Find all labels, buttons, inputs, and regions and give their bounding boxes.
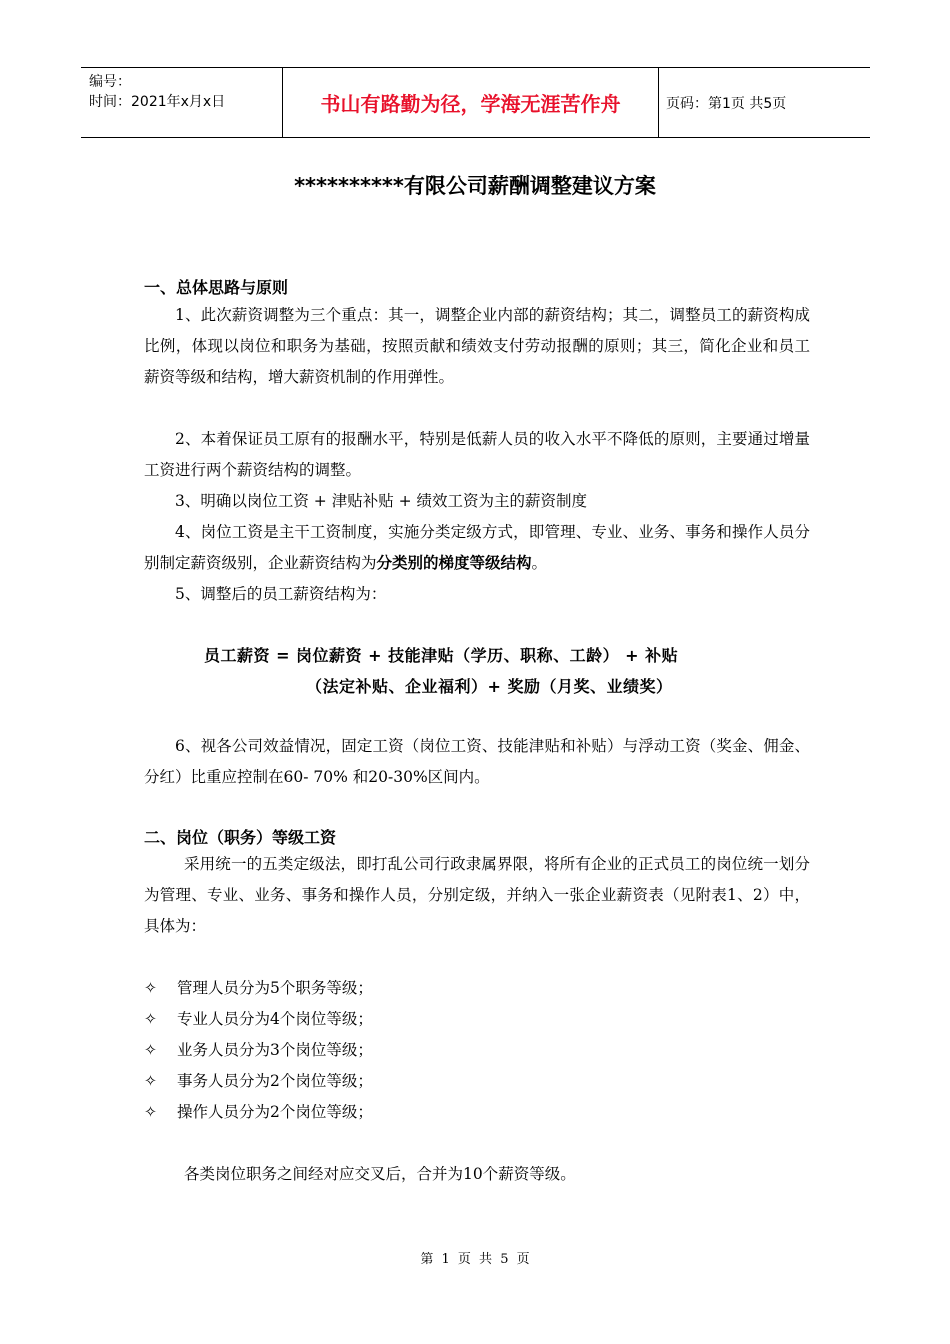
paragraph: 1、此次薪资调整为三个重点：其一，调整企业内部的薪资结构；其二，调整员工的薪资构成比例，体现以岗位和职务为基础，按照贡献和绩效支付劳动报酬的原则；其三，简化企业和员工薪资等级和结构，增大薪资机制的作用弹性。: [144, 306, 810, 386]
list-item-text: 管理人员分为5个职务等级；: [177, 979, 373, 997]
header-divider: [658, 68, 659, 137]
header-divider: [282, 68, 283, 137]
header-motto: 书山有路勤为径，学海无涯苦作舟: [320, 92, 621, 116]
paragraph-text: 4、岗位工资是主干工资制度，实施分类定级方式，即管理、专业、业务、事务和操作人员分别制定薪资级别，企业薪资结构为: [144, 523, 810, 572]
list-item-text: 专业人员分为4个岗位等级；: [177, 1010, 373, 1028]
list-item: [144, 976, 373, 998]
salary-formula-line-2: （法定补贴、企业福利）+ 奖励（月奖、业绩奖）: [306, 677, 673, 696]
bullet-icon: ✧: [144, 1010, 157, 1028]
bullet-icon: ✧: [144, 1041, 157, 1059]
doc-time-label: 时间：2021年x月x日: [89, 94, 226, 110]
header-page-info: 页码：第1页 共5页: [666, 95, 787, 112]
list-item: [144, 1007, 373, 1029]
list-item: [144, 1069, 373, 1091]
paragraph: 5、调整后的员工薪资结构为：: [175, 585, 387, 603]
paragraph: 3、明确以岗位工资 + 津贴补贴 + 绩效工资为主的薪资制度: [175, 492, 588, 510]
paragraph: 2、本着保证员工原有的报酬水平，特别是低薪人员的收入水平不降低的原则，主要通过增量工资进行两个薪资结构的调整。: [144, 430, 810, 479]
summary-text: 各类岗位职务之间经对应交叉后，合并为10个薪资等级。: [184, 1165, 576, 1183]
section-heading: 一、总体思路与原则: [144, 278, 289, 297]
bullet-icon: ✧: [144, 1103, 157, 1121]
list-item-text: 事务人员分为2个岗位等级；: [177, 1072, 373, 1090]
page-footer: 第 1 页 共 5 页: [420, 1252, 530, 1267]
list-item-text: 操作人员分为2个岗位等级；: [177, 1103, 373, 1121]
header-meta: [89, 72, 281, 112]
doc-number-label: 编号：: [89, 74, 131, 90]
list-item-text: 业务人员分为3个岗位等级；: [177, 1041, 373, 1059]
paragraph-text: 。: [531, 554, 548, 572]
bullet-icon: ✧: [144, 1072, 157, 1090]
list-item: [144, 1100, 373, 1122]
emphasis-text: 分类别的梯度等级结构: [376, 554, 532, 572]
salary-formula-line-1: 员工薪资 = 岗位薪资 + 技能津贴（学历、职称、工龄） + 补贴: [204, 646, 679, 665]
paragraph: 6、视各公司效益情况，固定工资（岗位工资、技能津贴和补贴）与浮动工资（奖金、佣金、分红）比重应控制在60- 70% 和20-30%区间内。: [144, 737, 810, 786]
document-title: **********有限公司薪酬调整建议方案: [294, 174, 656, 198]
page-header: [81, 67, 870, 138]
paragraph: 采用统一的五类定级法，即打乱公司行政隶属界限，将所有企业的正式员工的岗位统一划分为管理、专业、业务、事务和操作人员，分别定级，并纳入一张企业薪资表（见附表1、2）中，具体为：: [144, 855, 810, 935]
paragraph: [144, 517, 810, 579]
bullet-icon: ✧: [144, 979, 157, 997]
section-heading: 二、岗位（职务）等级工资: [144, 828, 337, 847]
list-item: [144, 1038, 373, 1060]
